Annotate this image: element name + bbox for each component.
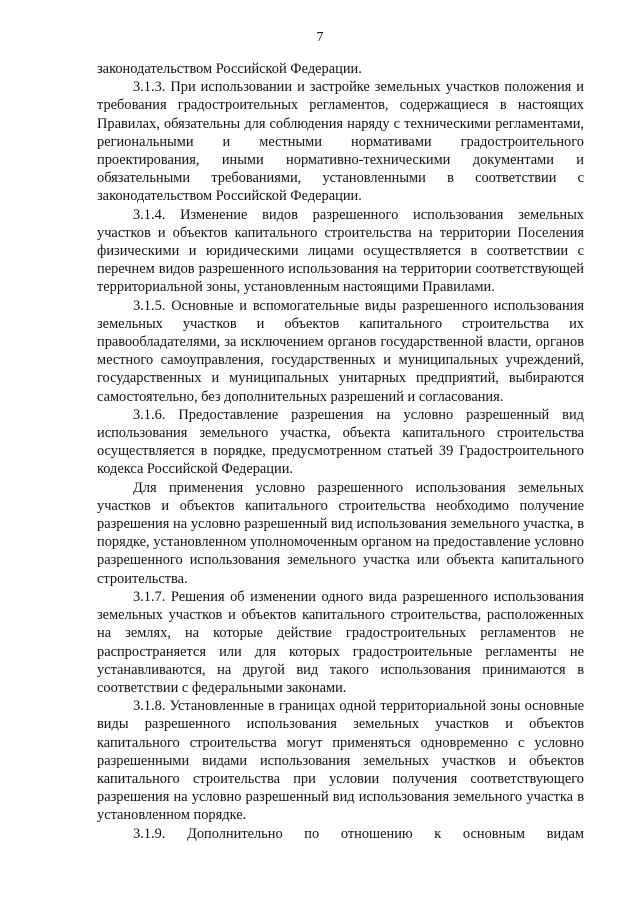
page-number: 7 (316, 30, 324, 45)
paragraph-3-1-3: 3.1.3. При использовании и застройке земельных участков положения и требования градостроительных регламентов, содержащиеся в настоящих Правилах, обязательны для соблюдения наряду с техническими регламентами, региональными и местными нормативами градостроительного проектирования, иными нормативно-техническими документами и обязательными требованиями, установленными в соответствии с законодательством Российской Федерации. (97, 79, 584, 205)
paragraph-3-1-7: 3.1.7. Решения об изменении одного вида разрешенного использования земельных участков и объектов капитального строительства, расположенных на землях, на которые действие градостроительных регламентов не распространяется или для которых градостроительные регламенты не устанавливаются, на другой вид такого использования принимаются в соответствии с федеральными законами. (97, 588, 584, 696)
paragraph-conditional-use: Для применения условно разрешенного использования земельных участков и объектов капитального строительства необходимо получение разрешения на условно разрешенный вид использования земельного участка, в порядке, установленном уполномоченным органом на предоставление условно разрешенного использования земельного участка или объекта капитального строительства. (97, 479, 584, 587)
paragraph-continuation: законодательством Российской Федерации. (97, 61, 362, 77)
paragraph-3-1-8: 3.1.8. Установленные в границах одной территориальной зоны основные виды разрешенного использования земельных участков и объектов капитального строительства могут применяться одновременно с условно разрешенными видами использования земельных участков и объектов капитального строительства при условии получения соответствующего разрешения на условно разрешенный вид использования земельного участка в установленном порядке. (97, 698, 584, 824)
paragraph-3-1-6: 3.1.6. Предоставление разрешения на условно разрешенный вид использования земельного участка, объекта капитального строительства осуществляется в порядке, предусмотренном статьей 39 Градостроительного кодекса Российской Федерации. (97, 406, 584, 478)
paragraph-3-1-5: 3.1.5. Основные и вспомогательные виды разрешенного использования земельных участков и объектов капитального строительства их правообладателями, за исключением органов государственной власти, органов местного самоуправления, государственных и муниципальных учреждений, государственных и муниципальных унитарных предприятий, выбираются самостоятельно, без дополнительных разрешений и согласования. (97, 297, 584, 405)
document-body (97, 60, 584, 843)
paragraph-3-1-9: 3.1.9. Дополнительно по отношению к основным видам (133, 825, 584, 842)
paragraph-3-1-4: 3.1.4. Изменение видов разрешенного использования земельных участков и объектов капитального строительства на территории Поселения физическими и юридическими лицами осуществляется в соответствии с перечнем видов разрешенного использования на территории соответствующей территориальной зоны, установленным настоящими Правилами. (97, 206, 584, 296)
